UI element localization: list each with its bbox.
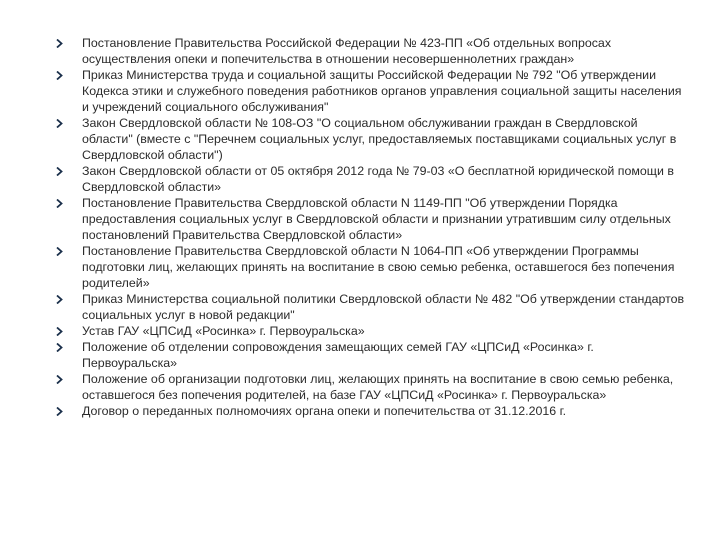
chevron-right-icon: [56, 167, 63, 176]
list-item-text: Закон Свердловской области от 05 октября 2012 года № 79-03 «О бесплатной юридической помощи в Свердловской области»: [82, 164, 674, 194]
list-item-text: Закон Свердловской области № 108-ОЗ "О социальном обслуживании граждан в Свердловской области" (вместе с "Перечнем социальных услуг, предоставляемых поставщиками социальных услуг в Свердловской области"): [82, 116, 677, 162]
list-item: [56, 115, 686, 163]
chevron-right-icon: [56, 375, 63, 384]
list-item-text: Постановление Правительства Свердловской области N 1149-ПП "Об утверждении Порядка предоставления социальных услуг в Свердловской области и признании утратившим силу отдельных постановлений Правительства Свердловской области»: [82, 196, 671, 242]
footer-area: [0, 495, 720, 540]
list-item: [56, 403, 686, 419]
list-item-text: Положение об организации подготовки лиц, желающих принять на воспитание в свою семью ребенка, оставшегося без попечения родителей, на базе ГАУ «ЦПСиД «Росинка» г. Первоуральска»: [82, 372, 674, 402]
chevron-right-icon: [56, 71, 63, 80]
chevron-right-icon: [56, 343, 63, 352]
chevron-right-icon: [56, 327, 63, 336]
list-item-text: Приказ Министерства труда и социальной защиты Российской Федерации № 792 "Об утверждении Кодекса этики и служебного поведения работников органов управления социальной защиты населения и учреждений социального обслуживания": [82, 68, 682, 114]
list-item: [56, 243, 686, 291]
document-list: [56, 35, 686, 419]
list-item-text: Устав ГАУ «ЦПСиД «Росинка» г. Первоуральска»: [82, 324, 365, 338]
chevron-right-icon: [56, 39, 63, 48]
chevron-right-icon: [56, 295, 63, 304]
chevron-right-icon: [56, 199, 63, 208]
list-item-text: Положение об отделении сопровождения замещающих семей ГАУ «ЦПСиД «Росинка» г. Первоуральска»: [82, 340, 594, 370]
chevron-right-icon: [56, 407, 63, 416]
list-item-text: Постановление Правительства Свердловской области N 1064-ПП «Об утверждении Программы подготовки лиц, желающих принять на воспитание в свою семью ребенка, оставшегося без попечения родителей»: [82, 244, 675, 290]
list-item: [56, 195, 686, 243]
list-item: [56, 339, 686, 371]
list-item: [56, 291, 686, 323]
list-item-text: Приказ Министерства социальной политики Свердловской области № 482 "Об утверждении стандартов социальных услуг в новой редакции": [82, 292, 685, 322]
list-item: [56, 67, 686, 115]
list-item: [56, 323, 686, 339]
list-item-text: Постановление Правительства Российской Федерации № 423-ПП «Об отдельных вопросах осуществления опеки и попечительства в отношении несовершеннолетних граждан»: [82, 36, 612, 66]
list-item: [56, 371, 686, 403]
list-item: [56, 35, 686, 67]
list-item-text: Договор о переданных полномочиях органа опеки и попечительства от 31.12.2016 г.: [82, 404, 567, 418]
chevron-right-icon: [56, 247, 63, 256]
list-item: [56, 163, 686, 195]
chevron-right-icon: [56, 119, 63, 128]
